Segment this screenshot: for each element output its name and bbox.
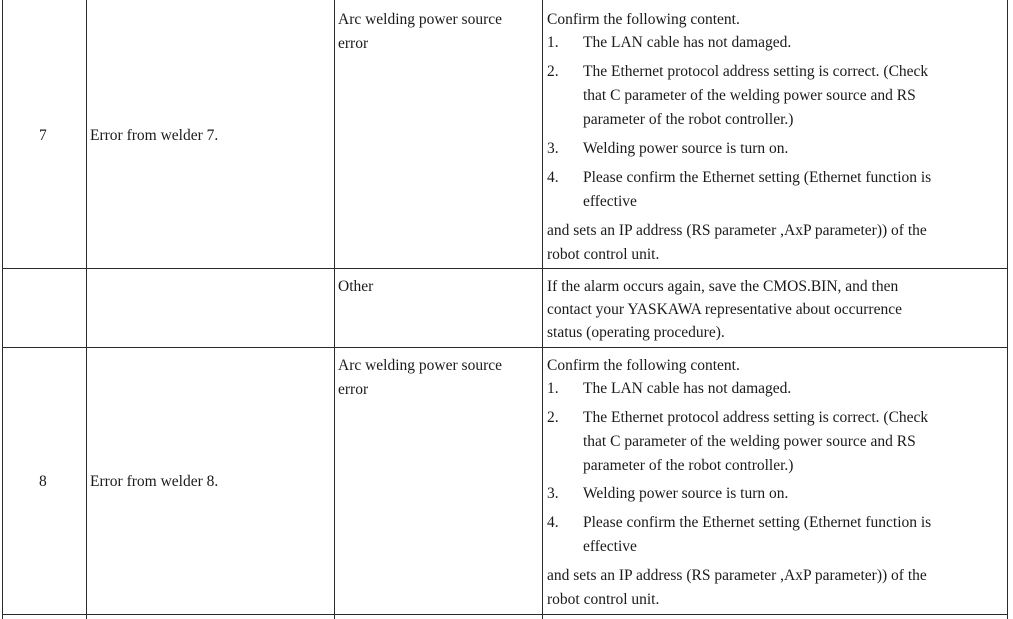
- list-item: The Ethernet protocol address setting is correct. (Check: [583, 409, 929, 426]
- cause-line: Arc welding power source: [338, 11, 502, 28]
- list-item: parameter of the robot controller.): [583, 457, 794, 474]
- list-item: Please confirm the Ethernet setting (Ethernet function is: [583, 514, 932, 531]
- list-item: Please confirm the Ethernet setting (Ethernet function is: [583, 169, 932, 186]
- alarm-number: 8: [39, 473, 47, 490]
- column-divider-1: [86, 0, 87, 619]
- list-item: effective: [583, 538, 637, 555]
- list-item: The LAN cable has not damaged.: [583, 34, 792, 51]
- list-number: 4.: [547, 514, 559, 531]
- table-border-right: [1007, 0, 1008, 619]
- table-border-bottom: [2, 614, 1008, 615]
- remedy-outro: and sets an IP address (RS parameter ,AxP parameter)) of the: [547, 567, 927, 584]
- list-number: 1.: [547, 380, 559, 397]
- cause-line: Other: [338, 278, 374, 295]
- list-item: effective: [583, 193, 637, 210]
- list-number: 1.: [547, 34, 559, 51]
- table-border-left: [2, 0, 3, 619]
- cause-line: error: [338, 35, 369, 52]
- row-divider-1: [2, 268, 1008, 269]
- alarm-number: 7: [39, 127, 47, 144]
- list-number: 2.: [547, 63, 559, 80]
- row-divider-2: [2, 347, 1008, 348]
- alarm-content: Error from welder 7.: [90, 127, 219, 144]
- remedy-line: contact your YASKAWA representative about occurrence: [547, 301, 902, 318]
- remedy-line: If the alarm occurs again, save the CMOS.BIN, and then: [547, 278, 899, 295]
- list-item: parameter of the robot controller.): [583, 111, 794, 128]
- list-item: Welding power source is turn on.: [583, 140, 789, 157]
- remedy-outro: robot control unit.: [547, 591, 660, 608]
- column-divider-2: [334, 0, 335, 619]
- list-item: Welding power source is turn on.: [583, 485, 789, 502]
- list-item: The Ethernet protocol address setting is correct. (Check: [583, 63, 929, 80]
- cause-line: error: [338, 381, 369, 398]
- column-divider-3: [542, 0, 543, 619]
- remedy-intro: Confirm the following content.: [547, 11, 740, 28]
- list-item: The LAN cable has not damaged.: [583, 380, 792, 397]
- remedy-outro: and sets an IP address (RS parameter ,AxP parameter)) of the: [547, 222, 927, 239]
- list-number: 3.: [547, 140, 559, 157]
- list-item: that C parameter of the welding power source and RS: [583, 87, 916, 104]
- list-item: that C parameter of the welding power source and RS: [583, 433, 916, 450]
- list-number: 3.: [547, 485, 559, 502]
- list-number: 2.: [547, 409, 559, 426]
- cause-line: Arc welding power source: [338, 357, 502, 374]
- list-number: 4.: [547, 169, 559, 186]
- remedy-outro: robot control unit.: [547, 246, 660, 263]
- remedy-intro: Confirm the following content.: [547, 357, 740, 374]
- alarm-content: Error from welder 8.: [90, 473, 219, 490]
- remedy-line: status (operating procedure).: [547, 324, 725, 341]
